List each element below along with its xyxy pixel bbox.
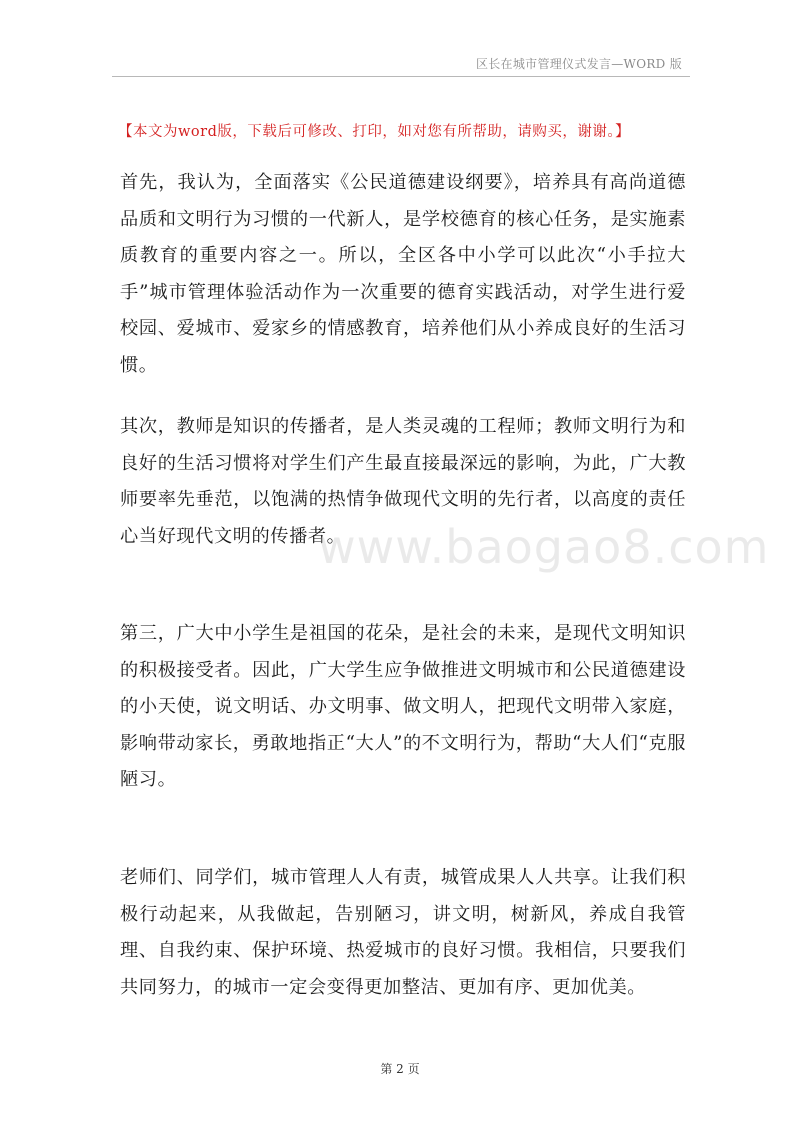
watermark: www.baogao8.com [318,520,770,574]
download-notice: 【本文为word版，下载后可修改、打印，如对您有所帮助，请购买，谢谢。】 [118,124,631,140]
header-divider [112,76,690,77]
page-number: 第 2 页 [380,1062,420,1076]
paragraph-4: 老师们、同学们，城市管理人人有责，城管成果人人共享。让我们积极行动起来，从我做起，告别陋习，讲文明，树新风，养成自我管理、自我约束、保护环境、热爱城市的良好习惯。我相信，只要我们共同努力，的城市一定会变得更加整洁、更加有序、更加优美。 [120,867,686,998]
paragraph-2: 其次，教师是知识的传播者，是人类灵魂的工程师；教师文明行为和良好的生活习惯将对学生们产生最直接最深远的影响，为此，广大教师要率先垂范，以饱满的热情争做现代文明的先行者，以高度的责任心当好现代文明的传播者。 [120,416,686,547]
paragraph-1: 首先，我认为，全面落实《公民道德建设纲要》，培养具有高尚道德品质和文明行为习惯的一代新人，是学校德育的核心任务，是实施素质教育的重要内容之一。所以，全区各中小学可以此次“小手拉大手”城市管理体验活动作为一次重要的德育实践活动，对学生进行爱校园、爱城市、爱家乡的情感教育，培养他们从小养成良好的生活习惯。 [120,172,686,376]
paragraph-3: 第三，广大中小学生是祖国的花朵，是社会的未来，是现代文明知识的积极接受者。因此，广大学生应争做推进文明城市和公民道德建设的小天使，说文明话、办文明事、做文明人，把现代文明带入家庭，影响带动家长，勇敢地指正“大人”的不文明行为，帮助“大人们“克服陋习。 [120,623,686,790]
document-header-title: 区长在城市管理仪式发言—WORD 版 [475,57,682,71]
